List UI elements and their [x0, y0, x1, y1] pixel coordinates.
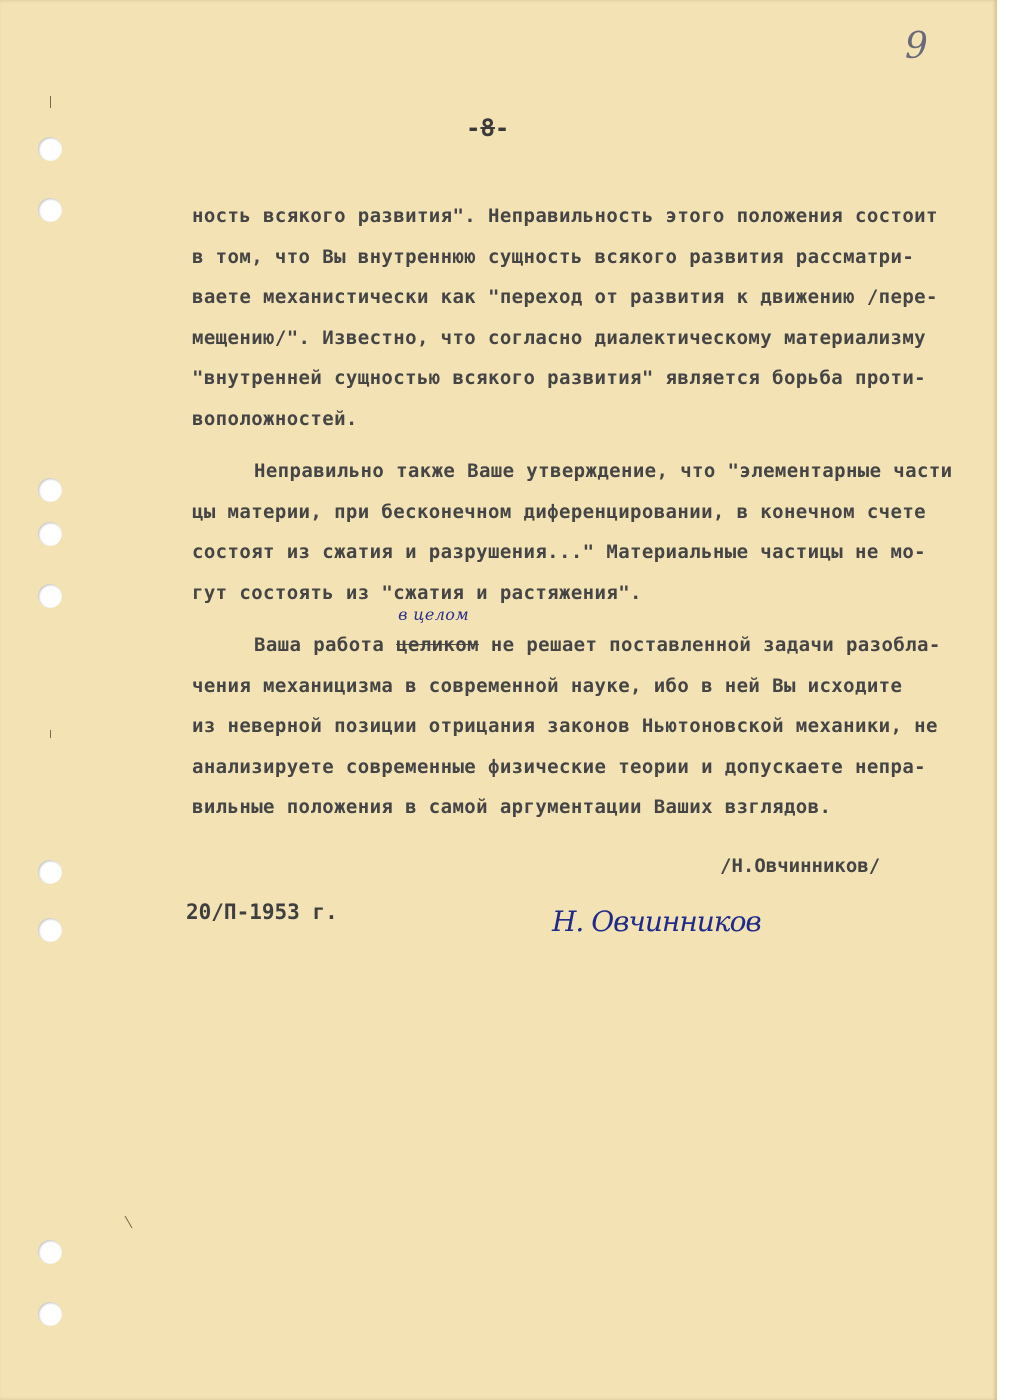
text-line: анализируете современные физические теории и допускаете непра-: [192, 755, 927, 778]
text-line: ность всякого развития". Неправильность этого положения состоит: [192, 205, 938, 227]
punch-hole: [38, 198, 62, 222]
page-number-value: 8: [480, 114, 495, 142]
document-date: 20/П-1953 г.: [186, 900, 338, 924]
punch-hole: [38, 1240, 62, 1264]
text-line: в том, что Вы внутреннюю сущность всякого развития рассматри-: [192, 245, 915, 268]
text-fragment: Ваша работа: [254, 634, 385, 656]
punch-hole: [38, 860, 62, 884]
text-line: из неверной позиции отрицания законов Ньютоновской механики, не: [192, 715, 938, 737]
text-line: цы материи, при бесконечном диференцировании, в конечном счете: [192, 500, 927, 523]
page-number-dash: -: [466, 114, 481, 142]
letter-body: [192, 196, 992, 828]
struck-word: целиком: [396, 634, 479, 656]
text-line: Неправильно также Ваше утверждение, что "элементарные части: [254, 460, 953, 482]
archive-page-number: 9: [905, 26, 928, 67]
margin-tick-mark: [50, 96, 51, 108]
handwritten-signature: Н. Овчинников: [552, 905, 761, 938]
text-line: "внутренней сущностью всякого развития" является борьба проти-: [192, 367, 927, 389]
punch-hole: [38, 137, 62, 161]
handwritten-correction: [396, 605, 479, 666]
text-line: [192, 605, 992, 666]
punch-hole: [38, 522, 62, 546]
text-line: вильные положения в самой аргументации Ваших взглядов.: [192, 796, 832, 818]
punch-hole: [38, 478, 62, 502]
text-line: чения механицизма в современной науке, ибо в ней Вы исходите: [192, 674, 903, 697]
paragraph-2: [192, 451, 992, 613]
inserted-word: в целом: [398, 605, 469, 624]
page-number-dash: -: [494, 114, 510, 142]
margin-tick-mark: [125, 1216, 133, 1229]
page-number: [466, 114, 509, 142]
punch-hole: [38, 1302, 62, 1326]
punch-hole: [38, 918, 62, 942]
paragraph-3: [192, 605, 992, 828]
text-line: мещению/". Известно, что согласно диалектическому материализму: [192, 326, 927, 349]
text-fragment: не решает поставленной задачи разобла-: [490, 634, 941, 656]
text-line: гут состоять из "сжатия и растяжения".: [192, 581, 642, 604]
author-name: /Н.Овчинников/: [720, 855, 881, 877]
text-line: воположностей.: [192, 407, 358, 430]
text-line: ваете механистически как "переход от развития к движению /пере-: [192, 286, 938, 308]
text-line: состоят из сжатия и разрушения..." Материальные частицы не мо-: [192, 541, 927, 563]
paragraph-1: [192, 196, 992, 439]
punch-hole: [38, 584, 62, 608]
margin-tick-mark: [50, 730, 51, 738]
